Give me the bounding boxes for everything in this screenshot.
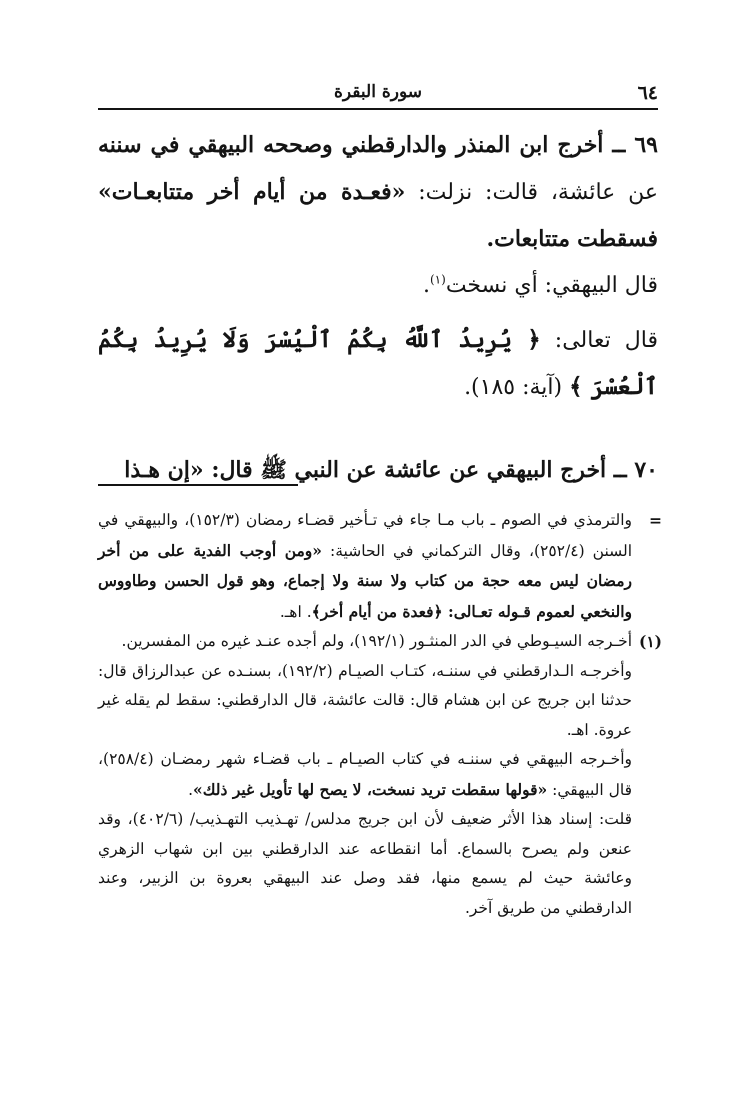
bayhaqi-end: . [422, 273, 430, 298]
quran-verse: ﴿ يُرِيدُ ٱللَّهُ بِكُمُ ٱلْيُسْرَ وَلَا يُرِيدُ بِكُمُ ٱلْعُسْرَ ﴾ [98, 326, 658, 400]
continuation-text: والترمذي في الصوم ـ باب مـا جاء في تـأخير قضـاء رمضان (١٥٢/٣)، والبيهقي في السنن (٢٥٢/٤)، وقال التركماني في الحاشية: [98, 511, 632, 560]
footnotes [98, 506, 662, 923]
page-header [98, 82, 658, 110]
hadith-69-lead: ٦٩ ــ أخرج ابن المنذر والدارقطني وصححه البيهقي في سننه [98, 132, 658, 158]
continuation-mark: = [649, 511, 662, 530]
hadith-70-lead: ٧٠ ــ أخرج البيهقي عن عائشة عن النبي ﷺ قال: [203, 457, 658, 483]
hadith-69 [98, 122, 658, 263]
footnote-1-para-2: وأخرجـه الـدارقطني في سننـه، كتـاب الصيـام (١٩٢/٢)، بسنـده عن عبدالرزاق قال: حدثنا ابن جريج عن ابن هشام قال: قالت عائشة، قال الدارقطني: سقط لم يقله غير عروة. اهـ. [98, 661, 632, 739]
quran-intro: قال تعالى: [540, 328, 658, 353]
hadith-70 [98, 447, 658, 494]
footnote-ref-1: (١) [429, 272, 446, 287]
footnote-1-para-3-text: وأخـرجه البيهقي في سننـه في كتاب الصيـام ـ باب قضـاء شهر رمضـان (٢٥٨/٤)، قال البيهقي: [98, 750, 632, 799]
footnote-1-para-1: أخـرجه السيـوطي في الدر المنثـور (١٩٢/١)، ولم أجده عنـد غيره من المفسرين. [121, 632, 632, 650]
quran-ayah-label: (آية: [522, 375, 570, 400]
page-number: ٦٤ [637, 82, 658, 104]
bayhaqi-text: قال البيهقي: أي نسخت [445, 273, 658, 298]
hadith-69-quote: «فعـدة من أيام أخر متتابعـات» فسقطت [98, 179, 658, 252]
footnote-continuation [98, 506, 662, 627]
continuation-end: . اهـ. [279, 602, 312, 621]
main-text [98, 122, 658, 494]
footnote-1-mark: (١) [638, 632, 662, 651]
running-title: سورة البقرة [334, 82, 422, 102]
hadith-69-text: عن عائشة، قالت: نزلت: [405, 180, 658, 205]
footnote-divider [98, 484, 298, 486]
continuation-quote: «ومن أوجب الفدية على من أخر رمضان ليس معه حجة من كتاب ولا سنة ولا إجماع، وهو قول الحسن وطاووس والنخعي لعموم قـوله تعـالى: ﴿فعدة من أيام أخر﴾ [98, 540, 632, 621]
footnote-1-para-4: قلت: إسناد هذا الأثر ضعيف لأن ابن جريج مدلس/ تهـذيب التهـذيب/ (٤٠٢/٦)، وقد عنعن ولم يصرح بالسماع. أما انقطاعه عند الدارقطني بين ابن شهاب الزهري وعائشة حيث لم يسمع منها، فقد وصل عند البيهقي بعروة بن الزبير، وعند الدارقطني من طريق آخر. [98, 810, 632, 917]
hadith-70-quote: «إن هـذا [124, 457, 204, 483]
quran-ayah-number: ١٨٥). [464, 375, 516, 400]
quran-citation [98, 317, 658, 411]
book-page [98, 0, 662, 1116]
footnote-1-para-3 [98, 745, 658, 805]
footnote-1-para-3-end: . [188, 780, 194, 799]
hadith-69-end: متتابعات. [486, 226, 571, 252]
footnote-1-para-3-quote: «قولها سقطت تريد نسخت، لا يصح لها تأويل غير ذلك» [193, 779, 548, 799]
bayhaqi-comment [98, 263, 658, 309]
footnote-1 [98, 627, 662, 657]
